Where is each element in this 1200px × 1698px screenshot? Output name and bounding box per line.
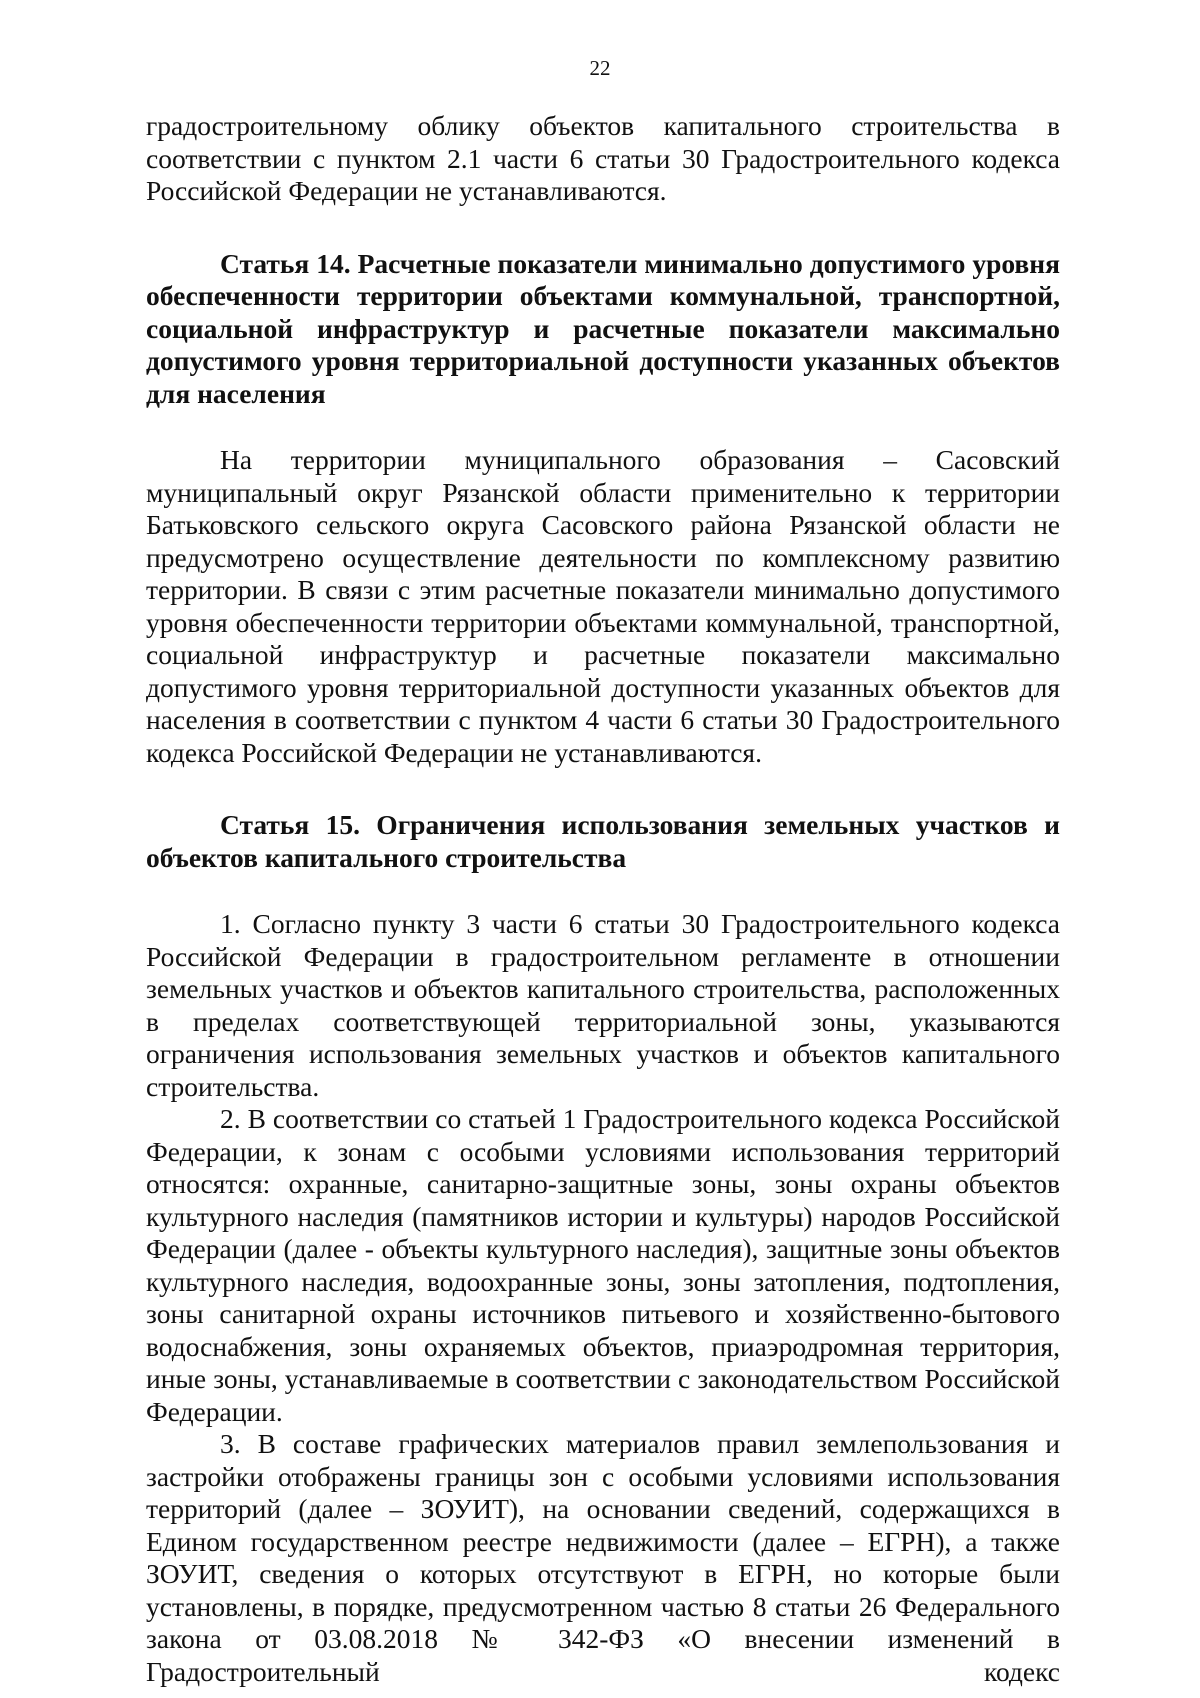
- article-15-item-2: 2. В соответствии со статьей 1 Градостроительного кодекса Российской Федерации, к зонам с особыми условиями использования территорий относятся: охранные, санитарно-защитные зоны, зоны охраны объектов культурного наследия (памятников истории и культуры) народов Российской Федерации (далее - объекты культурного наследия), защитные зоны объектов культурного наследия, водоохранные зоны, зоны затопления, подтопления, зоны санитарной охраны источников питьевого и хозяйственно-бытового водоснабжения, зоны охраняемых объектов, приаэродромная территория, иные зоны, устанавливаемые в соответствии с законодательством Российской Федерации.: [146, 1103, 1060, 1427]
- article-14-paragraph: На территории муниципального образования – Сасовский муниципальный округ Рязанской области применительно к территории Батьковского сельского округа Сасовского района Рязанской области не предусмотрено осуществление деятельности по комплексному развитию территории. В связи с этим расчетные показатели минимально допустимого уровня обеспеченности территории объектами коммунальной, транспортной, социальной инфраструктур и расчетные показатели максимально допустимого уровня территориальной доступности указанных объектов для населения в соответствии с пунктом 4 части 6 статьи 30 Градостроительного кодекса Российской Федерации не устанавливаются.: [146, 444, 1060, 768]
- article-15-heading: Статья 15. Ограничения использования земельных участков и объектов капитального строительства: [146, 809, 1060, 873]
- section-spacer: [146, 208, 1060, 248]
- intro-paragraph: градостроительному облику объектов капитального строительства в соответствии с пунктом 2.1 части 6 статьи 30 Градостроительного кодекса Российской Федерации не устанавливаются.: [146, 110, 1060, 206]
- document-body: [146, 110, 1060, 1688]
- section-spacer: [146, 769, 1060, 809]
- section-spacer: [146, 410, 1060, 444]
- page-number: 22: [589, 56, 611, 80]
- article-15-item-3: 3. В составе графических материалов правил землепользования и застройки отображены границы зон с особыми условиями использования территорий (далее – ЗОУИТ), на основании сведений, содержащихся в Едином государственном реестре недвижимости (далее – ЕГРН), а также ЗОУИТ, сведения о которых отсутствуют в ЕГРН, но которые были установлены, в порядке, предусмотренном частью 8 статьи 26 Федерального закона от 03.08.2018 № 342-ФЗ «О внесении изменений в Градостроительный кодекс: [146, 1428, 1060, 1687]
- article-14-heading: Статья 14. Расчетные показатели минимально допустимого уровня обеспеченности территории объектами коммунальной, транспортной, социальной инфраструктур и расчетные показатели максимально допустимого уровня территориальной доступности указанных объектов для населения: [146, 247, 1060, 409]
- article-15-item-1: 1. Согласно пункту 3 части 6 статьи 30 Градостроительного кодекса Российской Федерации в градостроительном регламенте в отношении земельных участков и объектов капитального строительства, расположенных в пределах соответствующей территориальной зоны, указываются ограничения использования земельных участков и объектов капитального строительства.: [146, 908, 1060, 1102]
- section-spacer: [146, 874, 1060, 908]
